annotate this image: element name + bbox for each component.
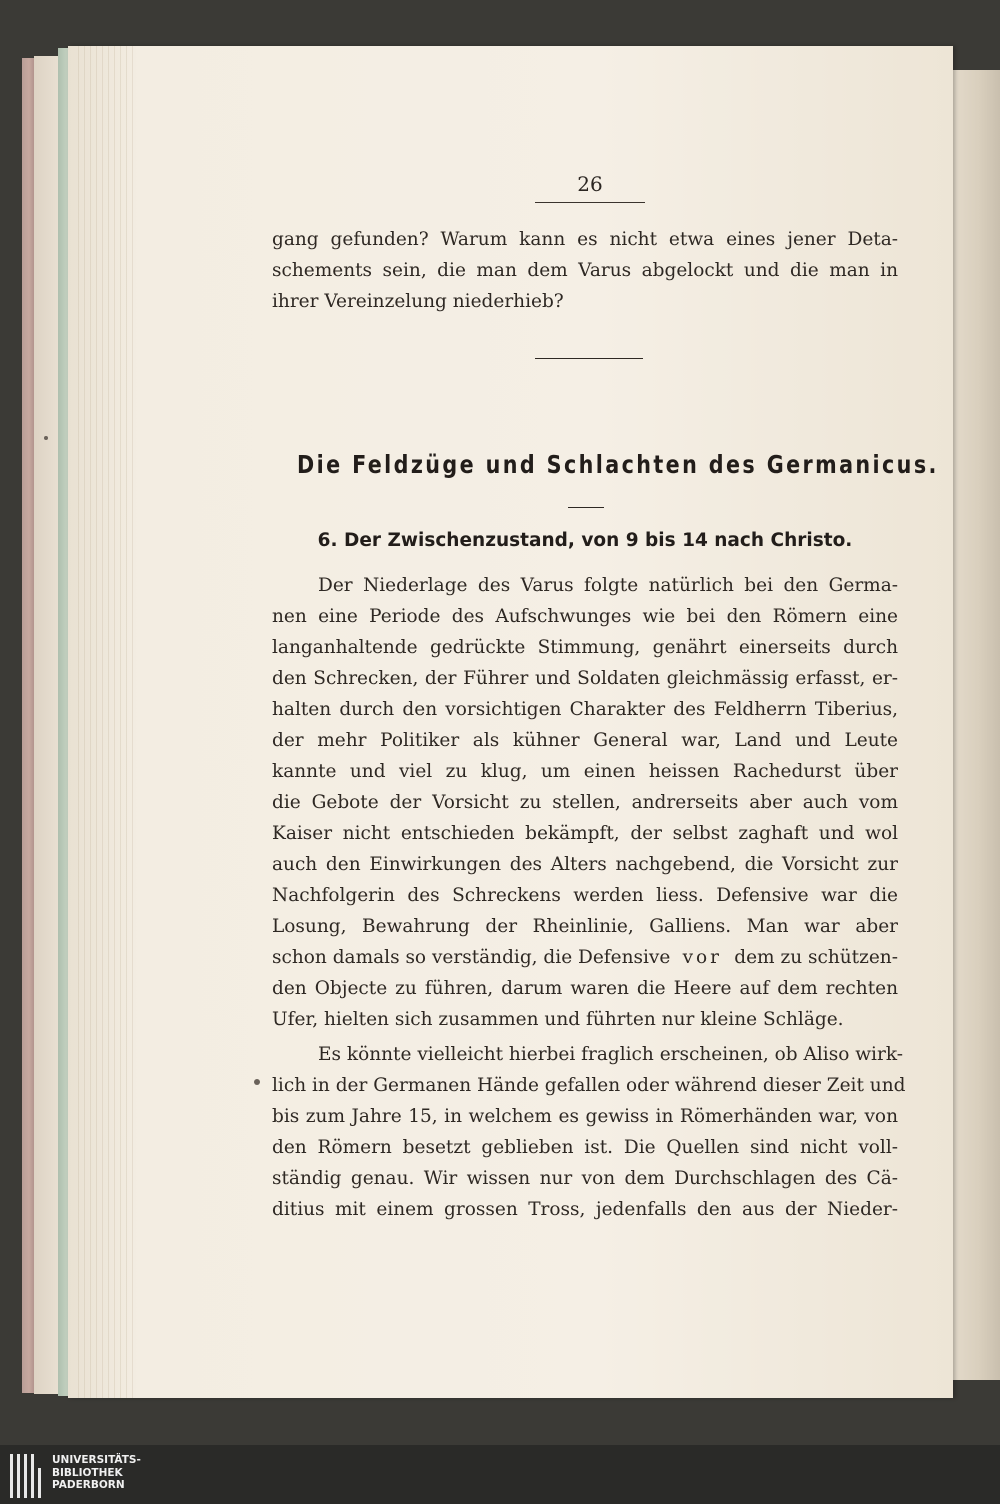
text-line: die Gebote der Vorsicht zu stellen, andrerseits aber auch vom	[272, 792, 898, 813]
text-line: Es könnte vielleicht hierbei fraglich erscheinen, ob Aliso wirk-	[318, 1044, 903, 1065]
text-line: Kaiser nicht entschieden bekämpft, der selbst zaghaft und wol	[272, 823, 898, 844]
text-line: schements sein, die man dem Varus abgelockt und die man in	[272, 260, 898, 281]
page-number-rule	[535, 202, 645, 203]
text-line: langanhaltende gedrückte Stimmung, genährt einerseits durch	[272, 637, 898, 658]
book-edge-green	[58, 48, 68, 1396]
logo-line: PADERBORN	[52, 1479, 125, 1491]
margin-mark	[44, 436, 48, 440]
paragraph-1	[272, 570, 898, 1035]
viewer-footer	[0, 1445, 1000, 1504]
next-page-edge	[948, 70, 1000, 1380]
text-line: gang gefunden? Warum kann es nicht etwa eines jener Deta-	[272, 229, 898, 250]
text-line: halten durch den vorsichtigen Charakter des Feldherrn Tiberius,	[272, 699, 898, 720]
text-line: ihrer Vereinzelung niederhieb?	[272, 291, 564, 312]
text-line	[272, 942, 898, 973]
library-logo-text	[52, 1454, 141, 1492]
text-line: nen eine Periode des Aufschwunges wie bei den Römern eine	[272, 606, 898, 627]
text-line: ditius mit einem grossen Tross, jedenfalls den aus der Nieder-	[272, 1199, 898, 1220]
text-line: Losung, Bewahrung der Rheinlinie, Galliens. Man war aber	[272, 916, 898, 937]
text-segment: schon damals so verständig, die Defensive	[272, 947, 671, 968]
margin-mark	[254, 1079, 260, 1085]
text-line: Ufer, hielten sich zusammen und führten nur kleine Schläge.	[272, 1009, 844, 1030]
chapter-title: Die Feldzüge und Schlachten des Germanicus.	[297, 450, 939, 479]
logo-line: UNIVERSITÄTS-	[52, 1454, 141, 1466]
text-line: lich in der Germanen Hände gefallen oder während dieser Zeit und	[272, 1075, 906, 1096]
emphasized-word: vor	[682, 947, 722, 968]
text-line: ständig genau. Wir wissen nur von dem Durchschlagen des Cä-	[272, 1168, 898, 1189]
title-divider	[568, 507, 604, 508]
text-line: den Schrecken, der Führer und Soldaten gleichmässig erfasst, er-	[272, 668, 898, 689]
section-divider	[535, 358, 643, 359]
text-segment: dem zu schützen-	[734, 947, 898, 968]
text-line: kannte und viel zu klug, um einen heissen Rachedurst über	[272, 761, 898, 782]
page-gutter-stripes	[78, 46, 134, 1398]
intro-paragraph	[272, 224, 898, 317]
text-line: Nachfolgerin des Schreckens werden liess. Defensive war die	[272, 885, 898, 906]
text-line: der mehr Politiker als kühner General war, Land und Leute	[272, 730, 898, 751]
library-logo	[8, 1454, 141, 1498]
page-number: 26	[577, 172, 603, 196]
paragraph-2	[272, 1039, 906, 1225]
section-title: 6. Der Zwischenzustand, von 9 bis 14 nach Christo.	[317, 530, 853, 551]
text-line: den Römern besetzt geblieben ist. Die Quellen sind nicht voll-	[272, 1137, 898, 1158]
text-line: Der Niederlage des Varus folgte natürlich bei den Germa-	[318, 575, 898, 596]
text-line: den Objecte zu führen, darum waren die Heere auf dem rechten	[272, 978, 898, 999]
text-line: bis zum Jahre 15, in welchem es gewiss in Römerhänden war, von	[272, 1106, 898, 1127]
text-line: auch den Einwirkungen des Alters nachgebend, die Vorsicht zur	[272, 854, 898, 875]
logo-line: BIBLIOTHEK	[52, 1466, 123, 1479]
